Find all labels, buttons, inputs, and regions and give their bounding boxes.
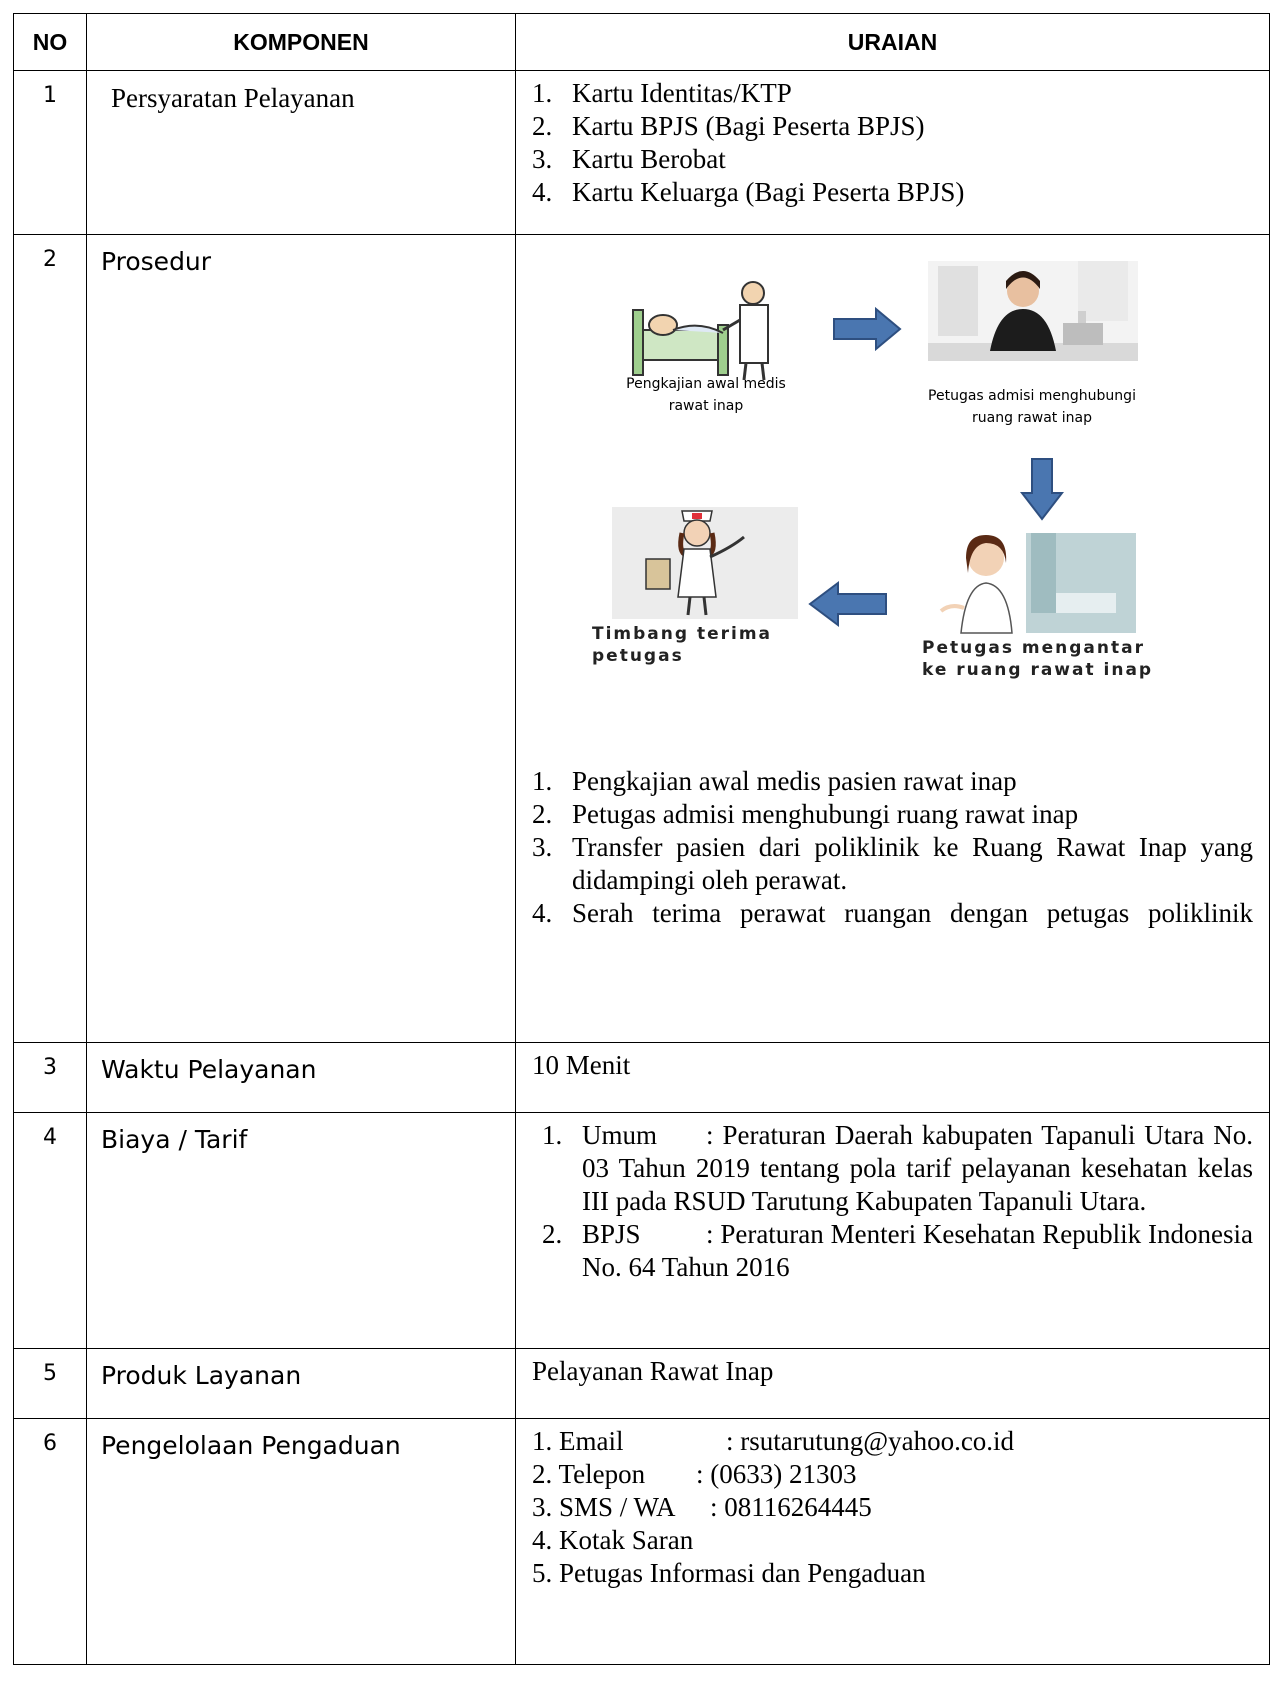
step1-caption: Pengkajian awal medis rawat inap <box>626 376 786 414</box>
table-header-row <box>14 14 1270 71</box>
table-row <box>14 1113 1270 1349</box>
nurse-clipboard-illustration <box>612 507 798 619</box>
row-uraian <box>516 71 1270 235</box>
row-number: 5 <box>14 1349 87 1419</box>
row-uraian <box>516 1113 1270 1349</box>
header-komponen: KOMPONEN <box>87 14 516 71</box>
nurse-escort-illustration <box>936 533 1136 641</box>
row-uraian <box>516 1419 1270 1665</box>
procedure-flow-diagram <box>516 235 1270 765</box>
service-standard-table <box>13 13 1270 1665</box>
row-number: 1 <box>14 71 87 235</box>
row-komponen: Prosedur <box>87 235 516 1043</box>
row-number: 6 <box>14 1419 87 1665</box>
doctor-patient-illustration <box>628 275 788 385</box>
list-item: 2. Petugas admisi menghubungi ruang rawat inap <box>532 799 1079 829</box>
row-komponen: Biaya / Tarif <box>87 1113 516 1349</box>
contact-sms-wa: 3. SMS / WA : 08116264445 <box>532 1492 872 1522</box>
table-row <box>14 1419 1270 1665</box>
row-uraian: Pelayanan Rawat Inap <box>516 1349 1270 1419</box>
list-item: 2. Kartu BPJS (Bagi Peserta BPJS) <box>532 111 925 141</box>
contact-suggestion-box: 4. Kotak Saran <box>532 1525 694 1555</box>
table-row <box>14 71 1270 235</box>
admission-officer-illustration <box>928 261 1138 361</box>
step4-caption: Timbang terima petugas <box>592 624 773 666</box>
row-number: 3 <box>14 1043 87 1113</box>
header-no: NO <box>14 14 87 71</box>
row-uraian: 10 Menit <box>516 1043 1270 1113</box>
list-item: 4. Serah terima perawat ruangan dengan petugas poliklinik <box>532 898 1253 928</box>
row-komponen: Persyaratan Pelayanan <box>87 71 516 235</box>
list-item: 2. BPJS : Peraturan Menteri Kesehatan Republik Indonesia No. 64 Tahun 2016 <box>542 1219 1253 1282</box>
table-row <box>14 1043 1270 1113</box>
arrow-down-icon <box>1020 457 1064 521</box>
arrow-left-icon <box>808 581 888 627</box>
row-number: 4 <box>14 1113 87 1349</box>
contact-email: 1. Email : rsutarutung@yahoo.co.id <box>532 1426 1015 1456</box>
list-item: 3. Kartu Berobat <box>532 144 726 174</box>
contact-information-officer: 5. Petugas Informasi dan Pengaduan <box>532 1558 926 1588</box>
table-row <box>14 1349 1270 1419</box>
list-item: 1. Pengkajian awal medis pasien rawat inap <box>532 766 1017 796</box>
table-row <box>14 235 1270 1043</box>
list-item: 1. Kartu Identitas/KTP <box>532 78 792 108</box>
step3-caption: Petugas mengantar ke ruang rawat inap <box>922 638 1154 680</box>
row-uraian <box>516 235 1270 1043</box>
row-komponen: Waktu Pelayanan <box>87 1043 516 1113</box>
step2-caption: Petugas admisi menghubungi ruang rawat inap <box>928 388 1136 426</box>
list-item: 1. Umum : Peraturan Daerah kabupaten Tapanuli Utara No. 03 Tahun 2019 tentang pola tarif pelayanan kesehatan kelas III pada RSUD Tarutung Kabupaten Tapanuli Utara. <box>542 1120 1253 1216</box>
arrow-right-icon <box>832 307 902 351</box>
row-number: 2 <box>14 235 87 1043</box>
row-komponen: Pengelolaan Pengaduan <box>87 1419 516 1665</box>
contact-phone: 2. Telepon : (0633) 21303 <box>532 1459 857 1489</box>
row-komponen: Produk Layanan <box>87 1349 516 1419</box>
header-uraian: URAIAN <box>516 14 1270 71</box>
list-item: 4. Kartu Keluarga (Bagi Peserta BPJS) <box>532 177 965 207</box>
list-item: 3. Transfer pasien dari poliklinik ke Ruang Rawat Inap yang didampingi oleh perawat. <box>532 832 1253 895</box>
